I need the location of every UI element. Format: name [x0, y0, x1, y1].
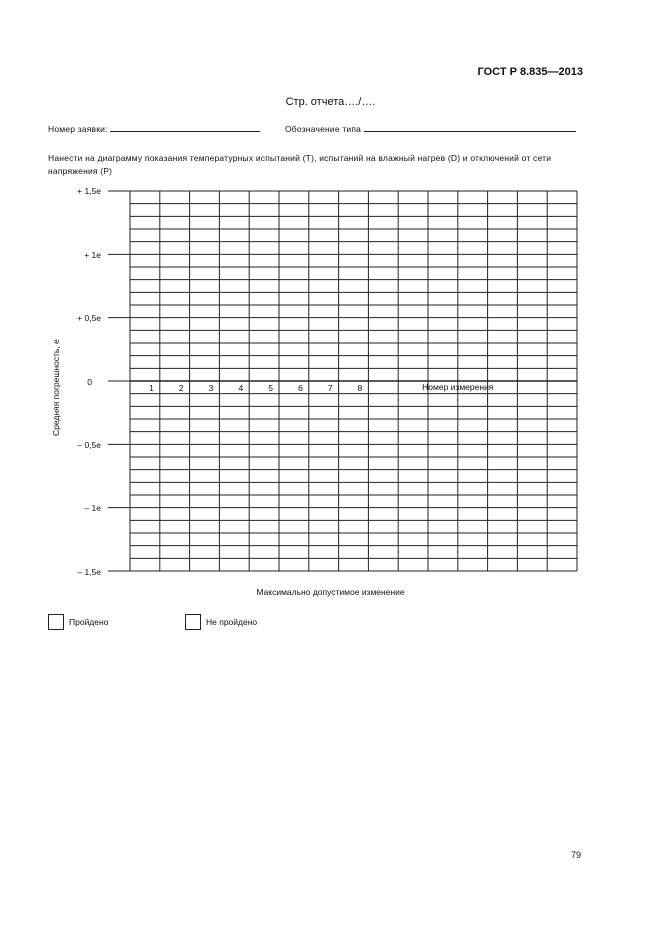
- x-axis-title: Максимально допустимое изменение: [256, 587, 405, 597]
- page-title: Стр. отчета…./….: [285, 96, 376, 108]
- page-number: 79: [570, 850, 581, 860]
- measurement-number: 4: [238, 383, 244, 393]
- not-passed-checkbox[interactable]: [185, 614, 201, 630]
- y-tick-label: + 0,5e: [77, 313, 101, 323]
- passed-checkbox[interactable]: [48, 614, 64, 630]
- passed-label: Пройдено: [69, 617, 109, 627]
- y-axis-title: Средняя погрешность, e: [51, 339, 61, 436]
- measurement-number: 5: [268, 383, 273, 393]
- y-tick-label: 0: [87, 377, 92, 387]
- measurement-number: 3: [208, 383, 214, 393]
- measurement-number: 6: [298, 383, 303, 393]
- y-tick-label: + 1e: [84, 250, 101, 260]
- measurement-number: 1: [149, 383, 154, 393]
- standard-code: ГОСТ Р 8.835—2013: [477, 66, 583, 78]
- measurement-number: 2: [178, 383, 184, 393]
- application-number-label: Номер заявки:: [48, 124, 108, 134]
- not-passed-label: Не пройдено: [206, 617, 258, 627]
- type-designation-label: Обозначение типа: [285, 124, 362, 134]
- y-tick-label: – 1,5e: [77, 567, 101, 577]
- y-tick-label: + 1,5e: [77, 186, 101, 196]
- measurement-number-label: Номер измерения: [422, 382, 494, 392]
- y-tick-label: – 0,5e: [77, 440, 101, 450]
- y-tick-label: – 1e: [84, 503, 101, 513]
- measurement-number: 8: [357, 383, 363, 393]
- measurement-number: 7: [327, 383, 333, 393]
- instruction-text: Нанести на диаграмму показания температурных испытаний (T), испытаний на влажный нагрев (D) и отключений от сети напряжения (P): [48, 153, 552, 176]
